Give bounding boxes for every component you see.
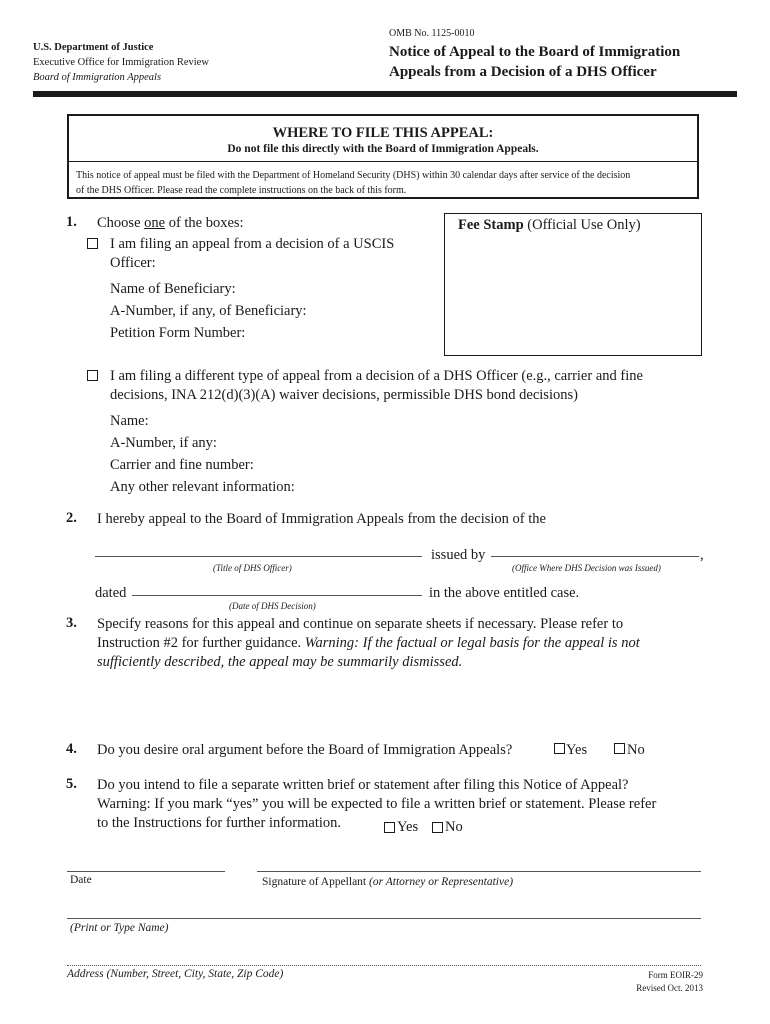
signature-field[interactable] [257,871,701,872]
item-3-line2-normal: Instruction #2 for further guidance. [97,635,305,651]
where-instructions [76,168,693,198]
print-name-field[interactable] [67,918,701,919]
item-4-text: Do you desire oral argument before the Board of Immigration Appeals? [97,742,513,758]
uscis-appeal-label [110,235,394,273]
where-heading: WHERE TO FILE THIS APPEAL: [272,125,494,141]
decision-date-field[interactable] [132,595,422,596]
issuing-office-field[interactable] [491,556,699,557]
carrier-fine-label: Carrier and fine number: [110,457,254,473]
title-caption: (Title of DHS Officer) [213,563,292,573]
brief-yes-label: Yes [397,819,419,835]
oral-argument-no-label: No [627,742,645,758]
office-caption: (Office Where DHS Decision was Issued) [512,563,661,573]
address-label: Address (Number, Street, City, State, Zip Code) [67,968,284,980]
dhs-appeal-label [110,367,643,405]
issued-by-label: issued by [431,547,486,563]
signature-label-main: Signature of Appellant [262,876,369,888]
where-text-line1: This notice of appeal must be filed with the Department of Homeland Security (DHS) within 30 calendar days after service of the decision [76,170,631,181]
signature-label [262,876,513,888]
department-name: U.S. Department of Justice [33,42,154,53]
date-field[interactable] [67,871,225,872]
fee-stamp-label [458,217,641,234]
where-subheading: Do not file this directly with the Board of Immigration Appeals. [227,143,539,155]
name-label: Name: [110,413,149,429]
print-name-label: (Print or Type Name) [70,922,169,934]
where-text-line2: of the DHS Officer. Please read the complete instructions on the back of this form. [76,185,407,196]
option-b-line1: I am filing a different type of appeal from a decision of a DHS Officer (e.g., carrier and fine [110,368,643,384]
board-name: Board of Immigration Appeals [33,72,162,83]
brief-no-label: No [445,819,463,835]
signature-label-italic: (or Attorney or Representative) [369,876,514,888]
beneficiary-anumber-label: A-Number, if any, of Beneficiary: [110,303,307,319]
brief-yes-checkbox[interactable] [384,822,395,833]
fee-stamp-bold: Fee Stamp [458,217,524,233]
anumber-label: A-Number, if any: [110,435,217,451]
beneficiary-name-label: Name of Beneficiary: [110,281,236,297]
option-b-line2: decisions, INA 212(d)(3)(A) waiver decisions, permissible DHS bond decisions) [110,387,578,403]
item-5-text [97,776,656,833]
form-footer [560,969,703,995]
oral-argument-yes-label: Yes [566,742,588,758]
form-number: Form EOIR-29 [648,970,703,980]
omb-number: OMB No. 1125-0010 [389,28,475,39]
item-2-text: I hereby appeal to the Board of Immigration Appeals from the decision of the [97,511,546,527]
prompt-one: one [144,215,166,231]
where-to-file-box [67,114,699,199]
item-5-number: 5. [66,776,77,792]
dated-label: dated [95,585,127,601]
revision-date: Revised Oct. 2013 [636,983,703,993]
other-info-label: Any other relevant information: [110,479,295,495]
date-label: Date [70,874,92,886]
option-a-line2: Officer: [110,255,156,271]
item-1-number: 1. [66,214,77,230]
agency-block [33,40,209,85]
item-4-number: 4. [66,741,77,757]
item-3-line3: sufficiently described, the appeal may be summarily dismissed. [97,654,463,670]
where-divider [69,161,697,162]
header-rule [33,91,737,97]
oral-argument-yes-checkbox[interactable] [554,743,565,754]
item-5-line3: to the Instructions for further information. [97,815,342,831]
date-caption: (Date of DHS Decision) [229,601,316,611]
form-title-line2: Appeals from a Decision of a DHS Officer [389,64,657,80]
petition-form-label: Petition Form Number: [110,325,246,341]
item-3-line1: Specify reasons for this appeal and continue on separate sheets if necessary. Please refer to [97,616,624,632]
prompt-after: of the boxes: [165,215,244,231]
option-a-line1: I am filing an appeal from a decision of a USCIS [110,236,395,252]
fee-stamp-rest: (Official Use Only) [523,217,641,233]
above-case-label: in the above entitled case. [429,585,580,601]
dhs-appeal-checkbox[interactable] [87,370,98,381]
dhs-officer-title-field[interactable] [95,556,422,557]
uscis-appeal-checkbox[interactable] [87,238,98,249]
brief-no-checkbox[interactable] [432,822,443,833]
comma: , [700,547,704,563]
prompt-before: Choose [97,215,145,231]
address-field[interactable] [67,965,701,966]
office-name: Executive Office for Immigration Review [33,57,209,68]
item-1-prompt [97,214,244,233]
item-3-line2 [97,634,640,653]
form-title-line1: Notice of Appeal to the Board of Immigration [389,44,681,60]
item-2-number: 2. [66,510,77,526]
item-5-line1: Do you intend to file a separate written brief or statement after filing this Notice of Appeal? [97,777,629,793]
item-3-line2-italic: Warning: If the factual or legal basis for the appeal is not [304,635,640,651]
form-title [389,42,680,82]
fee-stamp-box [444,213,702,356]
item-5-line2: Warning: If you mark “yes” you will be expected to file a written brief or statement. Please refer [97,796,657,812]
oral-argument-no-checkbox[interactable] [614,743,625,754]
item-3-text [97,615,640,672]
item-3-number: 3. [66,615,77,631]
